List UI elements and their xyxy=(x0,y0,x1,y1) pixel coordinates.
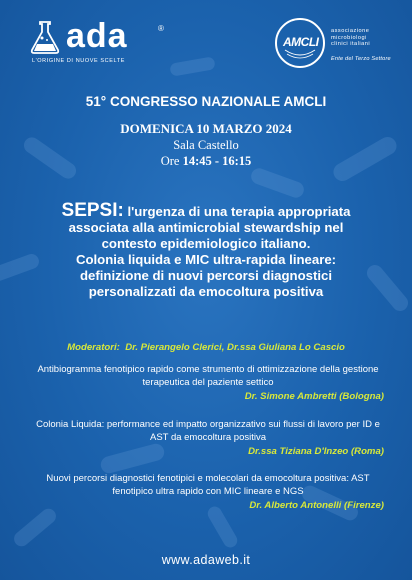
bacteria-decoration xyxy=(11,506,59,550)
ada-logo[interactable] xyxy=(30,18,180,66)
bacteria-decoration xyxy=(205,504,240,550)
amcli-logo[interactable] xyxy=(275,18,405,70)
amcli-line: associazione xyxy=(331,28,370,34)
congress-title: 51° CONGRESSO NAZIONALE AMCLI xyxy=(85,94,327,109)
bacteria-decoration xyxy=(99,442,166,475)
moderators-names: Dr. Pierangelo Clerici, Dr.ssa Giuliana Lo Cascio xyxy=(125,342,345,353)
amcli-line: clinici italiani xyxy=(331,41,371,47)
event-room: Sala Castello xyxy=(173,138,239,152)
amcli-emblem-icon xyxy=(275,18,325,68)
bacteria-decoration xyxy=(0,252,41,283)
website-link[interactable]: www.adaweb.it xyxy=(161,553,251,567)
amcli-wordmark: AMCLI xyxy=(283,35,319,49)
talk-title: Colonia Liquida: performance ed impatto organizzativo sui flussi di lavoro per ID e AST da emocoltura positiva xyxy=(36,419,380,443)
moderators-label: Moderatori: xyxy=(67,342,120,353)
amcli-line: Ente del Terzo Settore xyxy=(331,55,391,62)
time-prefix: Ore xyxy=(160,154,183,168)
talk-title: Antibiogramma fenotipico rapido come strumento di ottimizzazione della gestione terapeutica del paziente settico xyxy=(37,364,379,388)
talk-speaker: Dr. Simone Ambretti (Bologna) xyxy=(244,391,384,402)
time-value: 14:45 - 16:15 xyxy=(182,154,252,168)
session-title-rest: l'urgenza di una terapia appropriata associata alla antimicrobial stewardship nel contesto epidemiologico italiano. xyxy=(68,204,351,251)
registered-mark: ® xyxy=(158,24,164,33)
moderators xyxy=(0,342,412,353)
session-lead: SEPSI: xyxy=(61,200,124,221)
amcli-caption xyxy=(331,28,391,62)
amcli-line: microbiologi xyxy=(331,34,367,41)
event-date: DOMENICA 10 MARZO 2024 xyxy=(120,121,292,136)
session-subtitle: Colonia liquida e MIC ultra-rapida lineare: definizione di nuovi percorsi diagnostici personalizzati da emocoltura positiva xyxy=(75,252,337,299)
talk-speaker: Dr.ssa Tiziana D'Inzeo (Roma) xyxy=(248,446,384,457)
talk-title: Nuovi percorsi diagnostici fenotipici e molecolari da emocoltura positiva: AST fenotipico ultra rapido con MIC lineare e NGS xyxy=(46,473,370,497)
talk-speaker: Dr. Alberto Antonelli (Firenze) xyxy=(249,500,384,511)
ada-tagline: L'ORIGINE DI NUOVE SCELTE xyxy=(32,58,125,64)
ada-wordmark: ada xyxy=(66,17,128,55)
bacteria-decoration xyxy=(249,166,306,200)
event-time xyxy=(0,154,412,169)
flask-icon xyxy=(30,20,60,54)
session-title xyxy=(40,200,372,300)
